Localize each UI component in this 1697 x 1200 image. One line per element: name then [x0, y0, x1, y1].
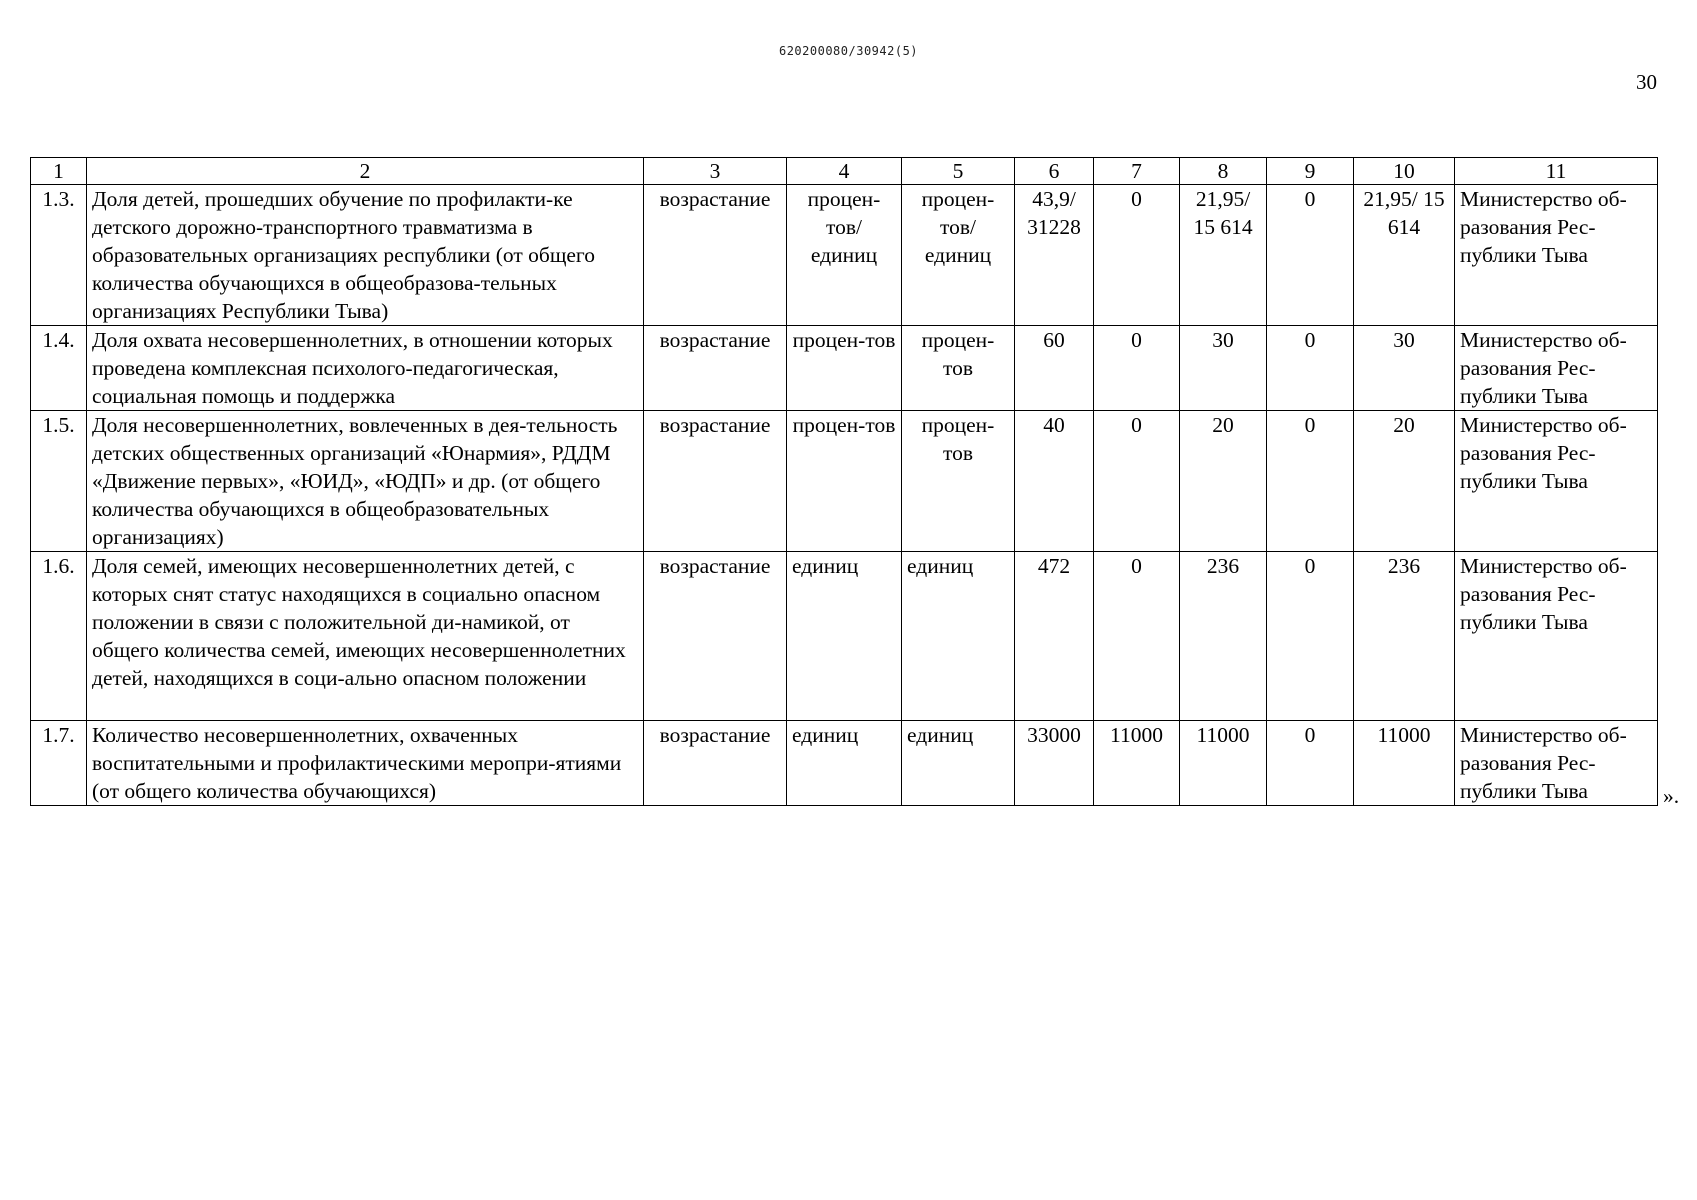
- value-col-10: 21,95/ 15 614: [1354, 185, 1455, 326]
- value-col-9: 0: [1267, 185, 1354, 326]
- column-number: 5: [902, 158, 1015, 185]
- value-col-6: 33000: [1015, 721, 1094, 806]
- trend: возрастание: [644, 411, 787, 552]
- value-col-7: 0: [1094, 185, 1180, 326]
- table-row: [31, 411, 1658, 552]
- unit-b: процен-тов: [902, 326, 1015, 411]
- trend: возрастание: [644, 185, 787, 326]
- indicator-name: Доля несовершеннолетних, вовлеченных в дея-тельность детских общественных организаций «Юнармия», РДДМ «Движение первых», «ЮИД», «ЮДП» и др. (от общего количества обучающихся в общеобразовательных организациях): [87, 411, 644, 552]
- value-col-6: 60: [1015, 326, 1094, 411]
- indicator-name: Доля детей, прошедших обучение по профилакти-ке детского дорожно-транспортного травматизма в образовательных организациях республики (от общего количества обучающихся в общеобразова-тельных организациях Республики Тыва): [87, 185, 644, 326]
- column-number: 11: [1455, 158, 1658, 185]
- row-number: 1.4.: [31, 326, 87, 411]
- value-col-6: 472: [1015, 552, 1094, 721]
- value-col-7: 0: [1094, 326, 1180, 411]
- trend: возрастание: [644, 552, 787, 721]
- unit-b: единиц: [902, 552, 1015, 721]
- value-col-7: 0: [1094, 552, 1180, 721]
- column-number: 10: [1354, 158, 1455, 185]
- column-number: 7: [1094, 158, 1180, 185]
- value-col-8: 11000: [1180, 721, 1267, 806]
- unit-a: процен-тов/ единиц: [787, 185, 902, 326]
- row-number: 1.6.: [31, 552, 87, 721]
- value-col-8: 236: [1180, 552, 1267, 721]
- value-col-9: 0: [1267, 326, 1354, 411]
- unit-a: процен-тов: [787, 326, 902, 411]
- indicator-name: Доля семей, имеющих несовершеннолетних детей, с которых снят статус находящихся в социально опасном положении в связи с положительной ди-намикой, от общего количества семей, имеющих несовершеннолетних детей, находящихся в соци-ально опасном положении: [87, 552, 644, 721]
- table-row: [31, 326, 1658, 411]
- unit-b: процен-тов/ единиц: [902, 185, 1015, 326]
- value-col-9: 0: [1267, 411, 1354, 552]
- value-col-10: 20: [1354, 411, 1455, 552]
- row-number: 1.3.: [31, 185, 87, 326]
- table-row: [31, 721, 1658, 806]
- column-number: 2: [87, 158, 644, 185]
- value-col-7: 0: [1094, 411, 1180, 552]
- responsible: Министерство об-разования Рес-публики Тыва: [1455, 552, 1658, 721]
- row-number: 1.5.: [31, 411, 87, 552]
- value-col-8: 21,95/ 15 614: [1180, 185, 1267, 326]
- value-col-10: 11000: [1354, 721, 1455, 806]
- column-number: 3: [644, 158, 787, 185]
- value-col-6: 43,9/ 31228: [1015, 185, 1094, 326]
- value-col-6: 40: [1015, 411, 1094, 552]
- unit-a: процен-тов: [787, 411, 902, 552]
- unit-a: единиц: [787, 552, 902, 721]
- page-number: 30: [1636, 70, 1657, 94]
- value-col-10: 236: [1354, 552, 1455, 721]
- value-col-8: 20: [1180, 411, 1267, 552]
- responsible: Министерство об-разования Рес-публики Тыва: [1455, 326, 1658, 411]
- table-row: [31, 185, 1658, 326]
- value-col-9: 0: [1267, 552, 1354, 721]
- column-number: 1: [31, 158, 87, 185]
- value-col-9: 0: [1267, 721, 1354, 806]
- responsible: Министерство об-разования Рес-публики Тыва: [1455, 411, 1658, 552]
- indicators-table: [30, 157, 1658, 806]
- table-row: [31, 552, 1658, 721]
- column-number: 8: [1180, 158, 1267, 185]
- unit-b: процен-тов: [902, 411, 1015, 552]
- column-number: 9: [1267, 158, 1354, 185]
- column-number: 6: [1015, 158, 1094, 185]
- column-number: 4: [787, 158, 902, 185]
- value-col-8: 30: [1180, 326, 1267, 411]
- column-number-row: [31, 158, 1658, 185]
- responsible: Министерство об-разования Рес-публики Тыва: [1455, 185, 1658, 326]
- trend: возрастание: [644, 721, 787, 806]
- unit-b: единиц: [902, 721, 1015, 806]
- unit-a: единиц: [787, 721, 902, 806]
- responsible: Министерство об-разования Рес-публики Тыва: [1455, 721, 1658, 806]
- document-id: 620200080/30942(5): [778, 44, 919, 58]
- trend: возрастание: [644, 326, 787, 411]
- row-number: 1.7.: [31, 721, 87, 806]
- indicator-name: Доля охвата несовершеннолетних, в отношении которых проведена комплексная психолого-педагогическая, социальная помощь и поддержка: [87, 326, 644, 411]
- closing-quote: ».: [1663, 784, 1680, 808]
- value-col-10: 30: [1354, 326, 1455, 411]
- value-col-7: 11000: [1094, 721, 1180, 806]
- indicator-name: Количество несовершеннолетних, охваченных воспитательными и профилактическими меропри-ятиями (от общего количества обучающихся): [87, 721, 644, 806]
